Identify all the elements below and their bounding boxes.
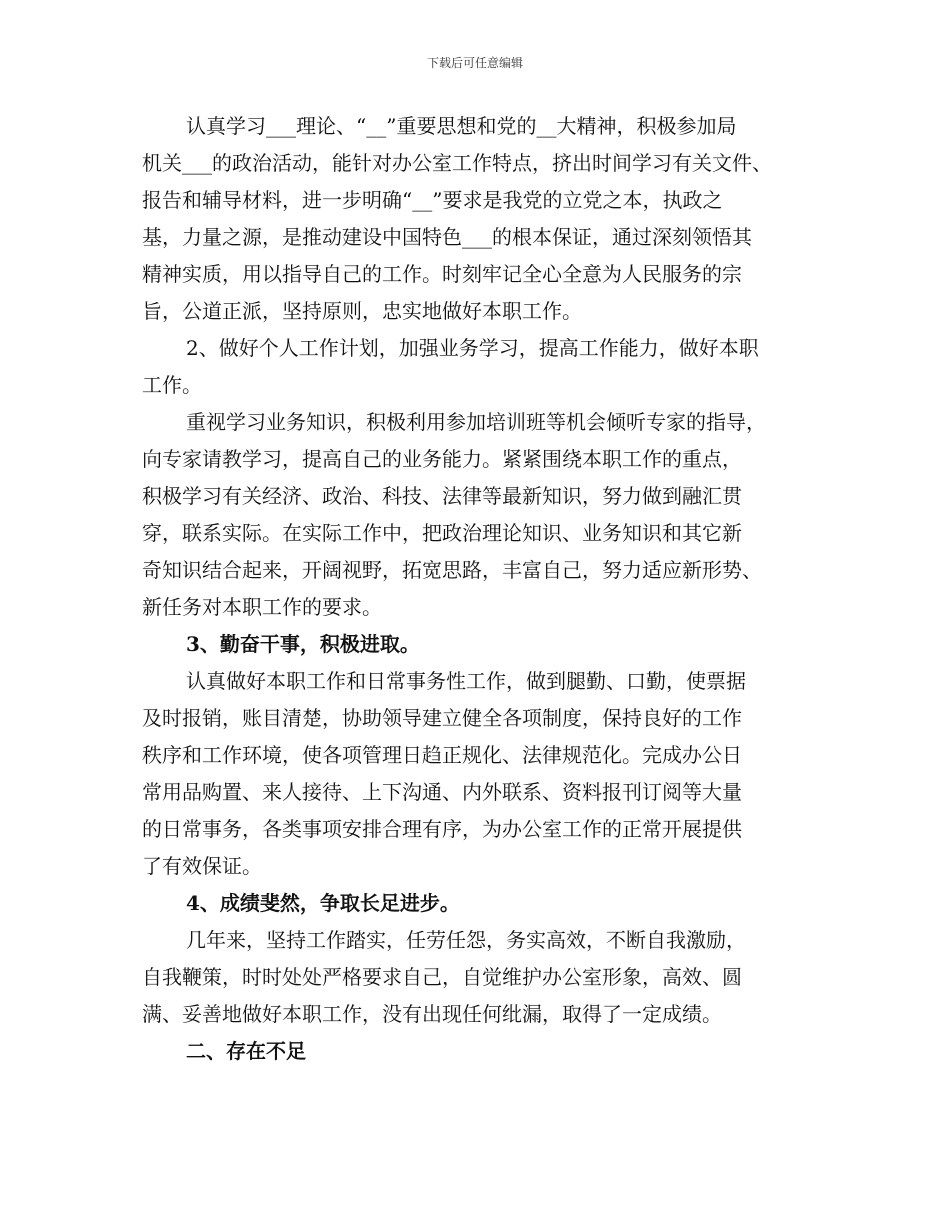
paragraph-line: 重视学习业务知识，积极利用参加培训班等机会倾听专家的指导， (186, 410, 766, 434)
paragraph-line: 2、做好个人工作计划，加强业务学习，提高工作能力，做好本职 (186, 336, 759, 360)
paragraph-line: 向专家请教学习，提高自己的业务能力。紧紧围绕本职工作的重点， (142, 447, 742, 471)
paragraph-line: 了有效保证。 (142, 854, 262, 878)
paragraph-line: 机关___的政治活动，能针对办公室工作特点，挤出时间学习有关文件、 (142, 151, 772, 175)
paragraph-line: 旨，公道正派，坚持原则，忠实地做好本职工作。 (142, 299, 582, 323)
paragraph (142, 404, 822, 626)
paragraph-line: 常用品购置、来人接待、上下沟通、内外联系、资料报刊订阅等大量 (142, 780, 742, 804)
paragraph-line: 积极学习有关经济、政治、科技、法律等最新知识，努力做到融汇贯 (142, 484, 742, 508)
paragraph (142, 922, 822, 1033)
paragraph-line: 自我鞭策，时时处处严格要求自己，自觉维护办公室形象，高效、圆 (142, 965, 742, 989)
paragraph-line: 报告和辅导材料，进一步明确“__”要求是我党的立党之本，执政之 (142, 188, 723, 212)
section-heading-line: 4、成绩斐然，争取长足进步。 (186, 891, 460, 915)
paragraph-line: 精神实质，用以指导自己的工作。时刻牢记全心全意为人民服务的宗 (142, 262, 742, 286)
paragraph (142, 330, 822, 404)
paragraph-line: 认真学习___理论、“__”重要思想和党的__大精神，积极参加局 (186, 114, 737, 138)
paragraph (142, 626, 822, 663)
paragraph-line: 工作。 (142, 373, 202, 397)
paragraph (142, 108, 822, 330)
paragraph-line: 奇知识结合起来，开阔视野，拓宽思路，丰富自己，努力适应新形势、 (142, 558, 762, 582)
paragraph-line: 基，力量之源，是推动建设中国特色___的根本保证，通过深刻领悟其 (142, 225, 752, 249)
section-heading-line: 3、勤奋干事，积极进取。 (186, 632, 420, 656)
paragraph-line: 几年来，坚持工作踏实，任劳任怨，务实高效，不断自我激励， (186, 928, 746, 952)
paragraph (142, 885, 822, 922)
document-body (142, 108, 822, 1070)
paragraph (142, 663, 822, 885)
section-heading-line: 二、存在不足 (186, 1039, 306, 1063)
paragraph-line: 满、妥善地做好本职工作，没有出现任何纰漏，取得了一定成绩。 (142, 1002, 722, 1026)
paragraph-line: 新任务对本职工作的要求。 (142, 595, 382, 619)
paragraph-line: 穿，联系实际。在实际工作中，把政治理论知识、业务知识和其它新 (142, 521, 742, 545)
paragraph (142, 1033, 822, 1070)
paragraph-line: 秩序和工作环境，使各项管理日趋正规化、法律规范化。完成办公日 (142, 743, 742, 767)
page-header-note: 下载后可任意编辑 (426, 56, 523, 70)
paragraph-line: 认真做好本职工作和日常事务性工作，做到腿勤、口勤，使票据 (186, 669, 746, 693)
paragraph-line: 的日常事务，各类事项安排合理有序，为办公室工作的正常开展提供 (142, 817, 742, 841)
paragraph-line: 及时报销，账目清楚，协助领导建立健全各项制度，保持良好的工作 (142, 706, 742, 730)
